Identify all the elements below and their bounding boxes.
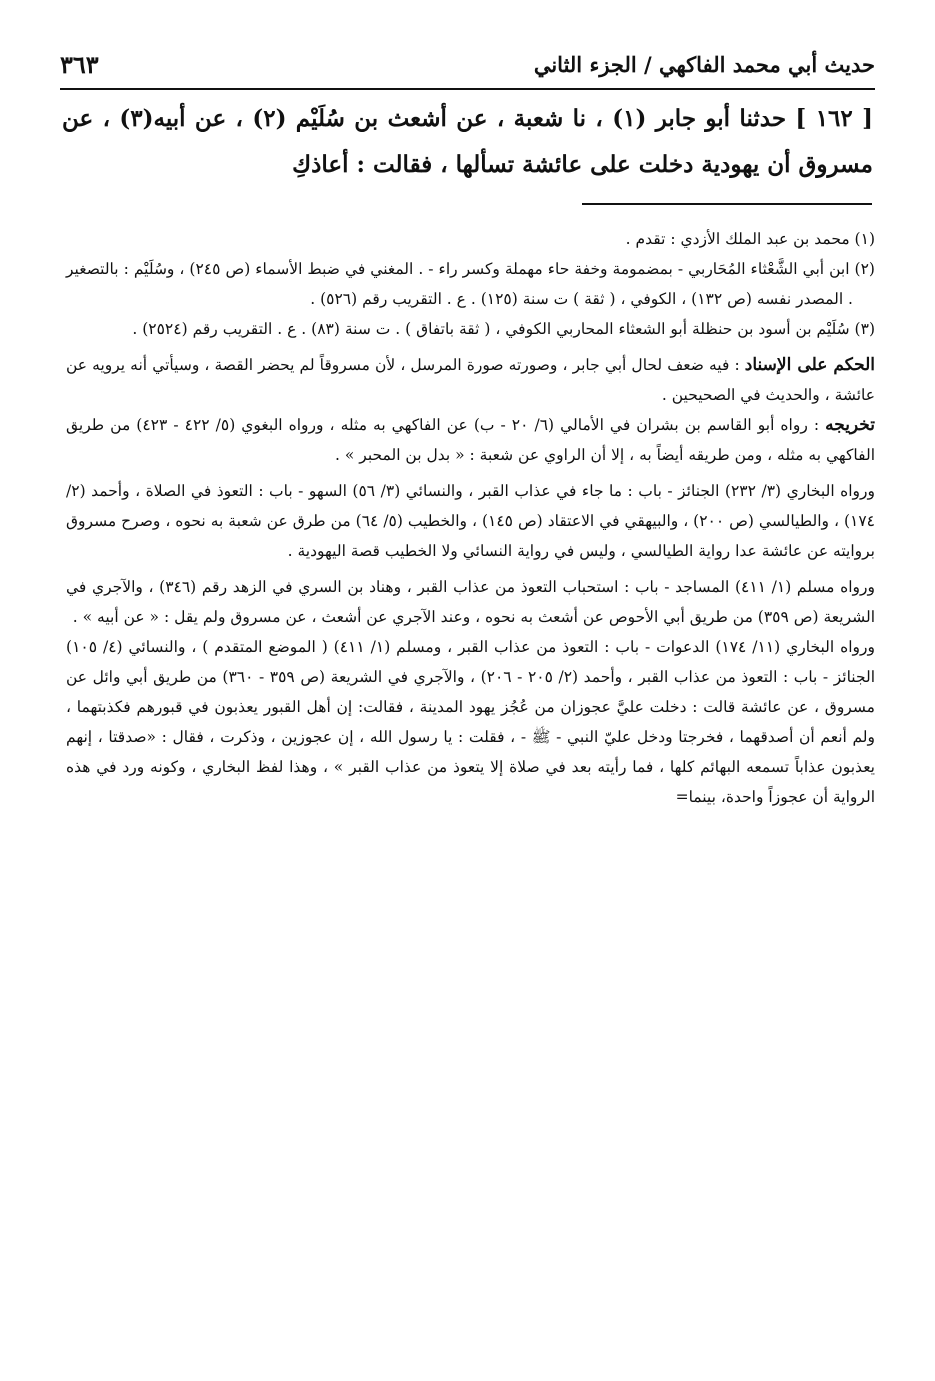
takhrij-label: تخريجه — [825, 415, 876, 435]
takhrij-paragraph-3: ورواه مسلم (١/ ٤١١) المساجد - باب : استحباب التعوذ من عذاب القبر ، وهناد بن السري في الزهد رقم (٣٤٦) ، والآجري في الشريعة (ص ٣٥٩) من طريق أبي الأحوص عن أشعث به نحوه ، وعند الآجري عن أشعث ، عن مسروق ولم يقل : « عن أبيه » . — [66, 578, 875, 626]
hukm-label: الحكم على الإسناد — [744, 355, 876, 375]
hadith-162: [ ١٦٢ ] حدثنا أبو جابر (١) ، نا شعبة ، عن أشعث بن سُلَيْم (٢) ، عن أبيه(٣) ، عن مسروق أن يهودية دخلت على عائشة تسألها ، فقالت : أعاذكِ — [62, 105, 873, 178]
page-header — [60, 42, 875, 86]
footnote-3: (٣) سُلَيْم بن أسود بن حنظلة أبو الشعثاء المحاربي الكوفي ، ( ثقة باتفاق ) . ت سنة (٨٣) . ع . التقريب رقم (٢٥٢٤) . — [132, 320, 875, 338]
footnote-1: (١) محمد بن عبد الملك الأزدي : تقدم . — [625, 230, 875, 248]
footnote-separator — [582, 203, 872, 205]
page-number: ٣٦٣ — [60, 49, 99, 79]
takhrij-paragraph — [66, 410, 875, 470]
running-title: حديث أبي محمد الفاكهي / الجزء الثاني — [533, 51, 875, 77]
footnotes-section — [66, 224, 875, 812]
hukm-paragraph — [66, 350, 875, 410]
header-rule — [60, 88, 875, 90]
takhrij-text: : رواه أبو القاسم بن بشران في الأمالي (٦/ ٢٠ - ب) عن الفاكهي به مثله ، ورواه البغوي (٥/ ٤٢٢ - ٤٢٣) من طريق الفاكهي به مثله ، ومن طريقه أيضاً به ، إلا أن الراوي عن شعبة : « بدل بن المحبر » . — [66, 416, 875, 464]
hadith-text — [62, 96, 873, 188]
takhrij-paragraph-4: ورواه البخاري (١١/ ١٧٤) الدعوات - باب : التعوذ من عذاب القبر ، ومسلم (١/ ٤١١) ( الموضع المتقدم ) ، والنسائي (٤/ ١٠٥) الجنائز - باب : التعوذ من عذاب القبر ، وأحمد (٢/ ٢٠٥ - ٢٠٦) ، والآجري في الشريعة (ص ٣٥٩ - ٣٦٠) من طريق أبي وائل عن مسروق ، عن عائشة قالت : دخلت عليَّ عجوزان من عُجُز يهود المدينة ، فقالت: إن أهل القبور يعذبون في قبورهم فكذبتهما ، ولم أنعم أن أصدقهما ، فخرجتا ودخل عليّ النبي - ﷺ - ، فقلت : يا رسول الله ، إن عجوزين ، وذكرت ، فقال : «صدقتا ، إنهم يعذبون عذاباً تسمعه البهائم كلها ، فما رأيته بعد في صلاة إلا يتعوذ من عذاب القبر » ، وهذا لفظ البخاري ، وكونه ورد في هذه الرواية أن عجوزاً واحدة، بينما= — [66, 638, 876, 806]
hukm-text: : فيه ضعف لحال أبي جابر ، وصورته صورة المرسل ، لأن مسروقاً لم يحضر القصة ، وسيأتي أنه يرويه عن عائشة ، والحديث في الصحيحين . — [66, 356, 875, 404]
takhrij-paragraph-2: ورواه البخاري (٣/ ٢٣٢) الجنائز - باب : ما جاء في عذاب القبر ، والنسائي (٣/ ٥٦) السهو - باب : التعوذ في الصلاة ، وأحمد (٢/ ١٧٤) ، والطيالسي (ص ٢٠٠) ، والبيهقي في الاعتقاد (ص ١٤٥) ، والخطيب (٥/ ٦٤) من طرق عن شعبة به نحوه ، وصرح مسروق بروايته عن عائشة عدا رواية الطيالسي ، وليس في رواية النسائي ولا الخطيب قصة اليهودية . — [66, 482, 876, 560]
footnote-2: (٢) ابن أبي الشَّعْثاء المُحَاربي - بمضمومة وخفة حاء مهملة وكسر راء - . المغني في ضبط الأسماء (ص ٢٤٥) ، وسُلَيْم : بالتصغير . المصدر نفسه (ص ١٣٢) ، الكوفي ، ( ثقة ) ت سنة (١٢٥) . ع . التقريب رقم (٥٢٦) . — [66, 260, 875, 308]
